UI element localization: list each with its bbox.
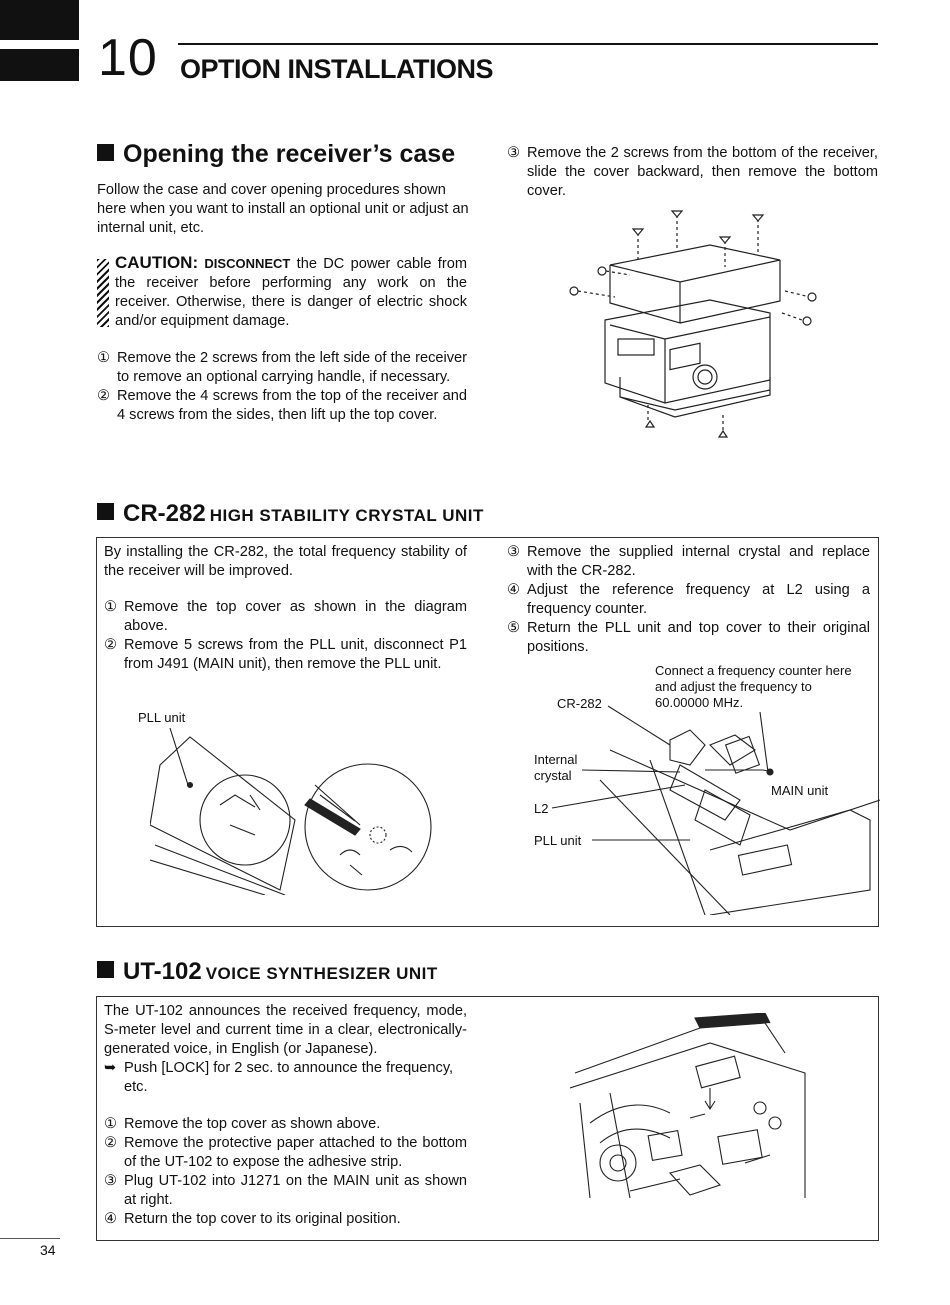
caution-block [97,253,467,331]
cr282-heading: CR-282 HIGH STABILITY CRYSTAL UNIT [97,500,484,528]
cr282-step-1: ① Remove the top cover as shown in the diagram above. [104,599,467,634]
ut102-step-2: ② Remove the protective paper attached to the bottom of the UT-102 to expose the adhesive strip. [104,1135,467,1170]
cr282-steps-left [104,598,467,674]
cr282-intro: By installing the CR-282, the total frequency stability of the receiver will be improved. [104,544,467,579]
heading-square [97,961,114,978]
opening-intro: Follow the case and cover opening procedures shown here when you want to install an optional unit or adjust an internal unit, etc. [97,182,469,236]
heading-square [97,144,114,161]
cr282-step-4: ④ Adjust the reference frequency at L2 using a frequency counter. [507,582,870,617]
tip-arrow-icon: ➥ [104,1060,117,1076]
ut102-steps [104,1115,467,1229]
label-internal-crystal: Internal crystal [534,752,578,783]
opening-steps-right [507,144,878,201]
label-l2: L2 [534,801,549,816]
cr282-install-diagram [530,700,880,915]
opening-step-3: ③ Remove the 2 screws from the bottom of the receiver, slide the cover backward, then remove the bottom cover. [507,145,878,199]
opening-heading: Opening the receiver’s case [97,140,455,169]
chapter-number: 10 [98,29,158,87]
chapter-tab-top [0,0,79,40]
label-pll-unit-right: PLL unit [534,833,582,848]
chapter-title: OPTION INSTALLATIONS [180,54,493,84]
caution-label: CAUTION: [115,253,199,272]
heading-square [97,503,114,520]
ut102-step-3: ③ Plug UT-102 into J1271 on the MAIN unit as shown at right. [104,1173,467,1208]
label-cr282: CR-282 [557,696,602,711]
page-number: 34 [40,1242,56,1258]
opening-steps-left [97,349,467,425]
opening-step-2: ② Remove the 4 screws from the top of the receiver and 4 screws from the sides, then lift up the top cover. [97,388,467,423]
opening-step-1: ① Remove the 2 screws from the left side of the receiver to remove an optional carrying handle, if necessary. [97,350,467,385]
cr282-step-3: ③ Remove the supplied internal crystal and replace with the CR-282. [507,544,870,579]
ut102-step-1: ① Remove the top cover as shown above. [104,1116,381,1132]
caution-keyword: DISCONNECT [204,256,291,271]
ut102-heading: UT-102 VOICE SYNTHESIZER UNIT [97,958,438,986]
header-rule [178,43,878,45]
cr282-step-5: ⑤ Return the PLL unit and top cover to their original positions. [507,620,870,655]
cr282-step-2: ② Remove 5 screws from the PLL unit, disconnect P1 from J491 (MAIN unit), then remove the PLL unit. [104,637,467,672]
caution-text: the DC power cable from the receiver before performing any work on the receiver. Otherwise, there is danger of electric shock and/or equipment damage. [115,256,467,329]
label-main-unit: MAIN unit [771,783,829,798]
pll-unit-diagram [150,725,450,895]
label-pll-unit-left: PLL unit [138,710,186,725]
ut102-tip: ➥ Push [LOCK] for 2 sec. to announce the frequency, etc. [104,1060,454,1095]
chapter-tab-bottom [0,49,79,81]
ut102-intro: The UT-102 announces the received frequency, mode, S-meter level and current time in a clear, electronically-generated voice, in English (or Japanese). [104,1003,467,1057]
page-number-rule [0,1238,60,1239]
receiver-exploded-diagram [560,205,825,445]
ut102-step-4: ④ Return the top cover to its original position. [104,1211,401,1227]
cr282-steps-right [507,543,870,657]
label-counter-note: Connect a frequency counter here and adjust the frequency to 60.00000 MHz. [655,663,852,710]
ut102-install-diagram [570,1013,815,1201]
